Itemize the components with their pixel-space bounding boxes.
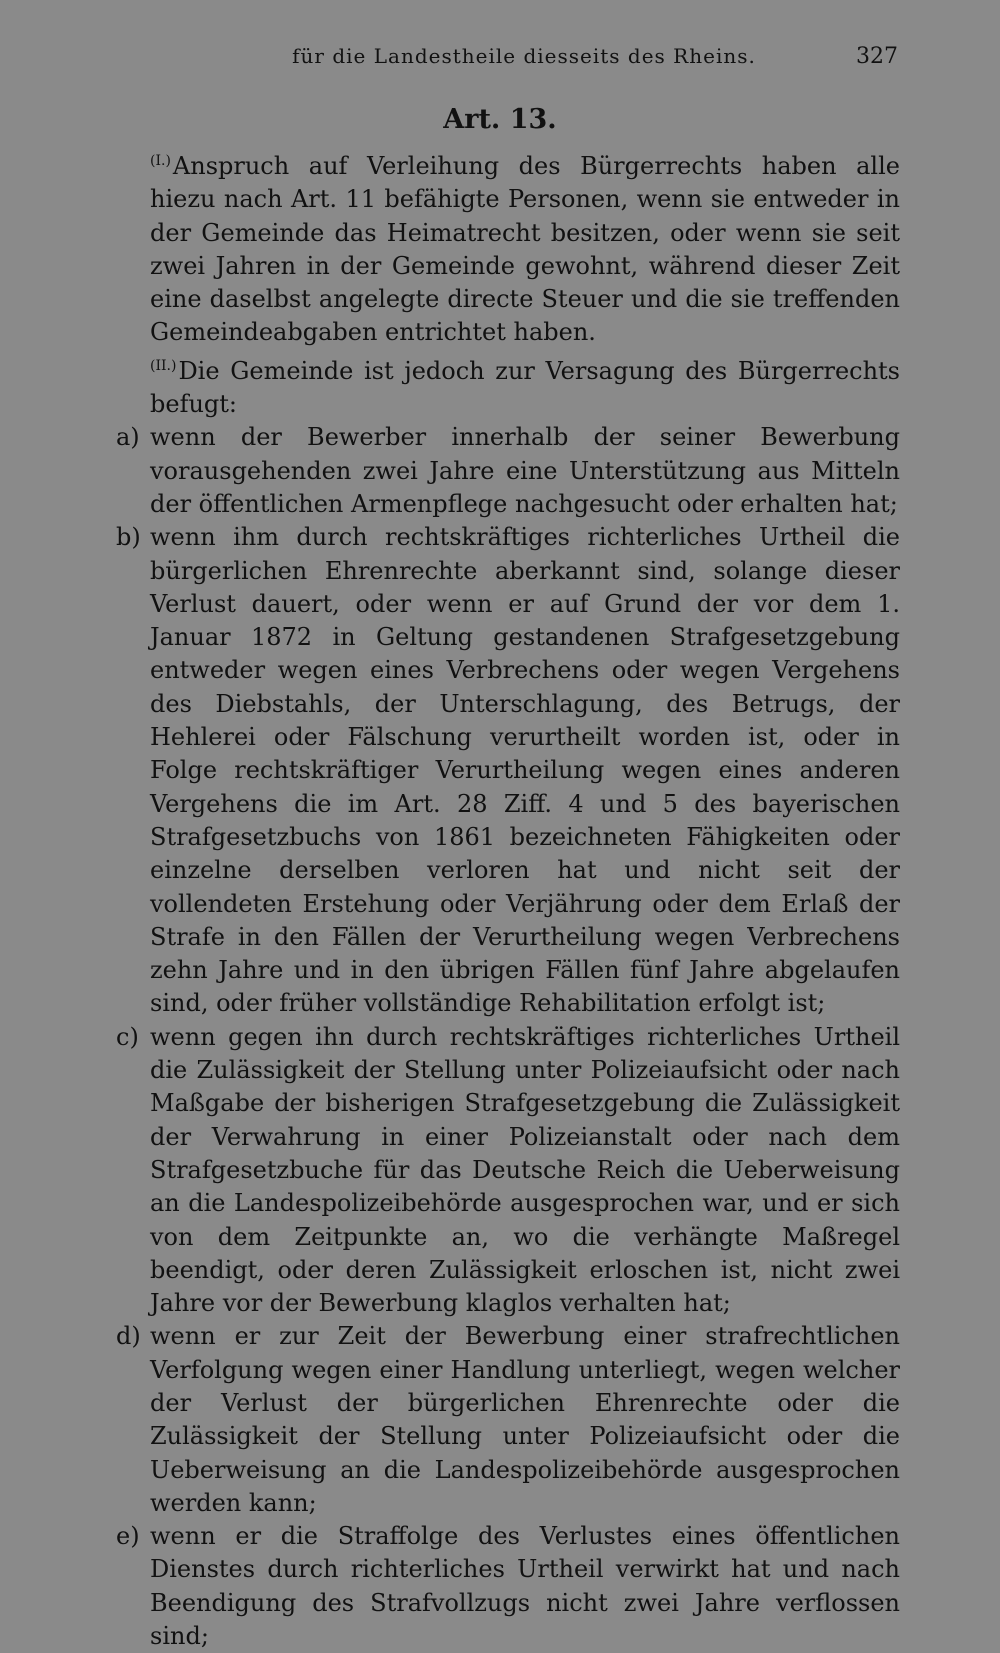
page-header (150, 44, 898, 78)
item-list (116, 421, 900, 1653)
list-item (116, 421, 900, 521)
list-item (116, 1320, 900, 1520)
item-text: wenn der Bewerber innerhalb der seiner Bewerbung vorausgehenden zwei Jahre eine Unterstützung aus Mitteln der öffentlichen Armenpflege nachgesucht oder erhalten hat; (150, 423, 900, 518)
item-label: a) (116, 423, 140, 452)
paragraph-1-text: Anspruch auf Verleihung des Bürgerrechts haben alle hiezu nach Art. 11 befähigte Personen, wenn sie entweder in der Gemeinde das Heimatrecht besitzen, oder wenn sie seit zwei Jahren in der Gemeinde gewohnt, während dieser Zeit eine daselbst angelegte directe Steuer und die sie treffenden Gemeindeabgaben entrichtet haben. (150, 152, 900, 347)
item-text: wenn er zur Zeit der Bewerbung einer strafrechtlichen Verfolgung wegen einer Handlung unterliegt, wegen welcher der Verlust der bürgerlichen Ehrenrechte oder die Zulässigkeit der Stellung unter Polizeiaufsicht oder die Ueberweisung an die Landespolizeibehörde ausgesprochen werden kann; (150, 1322, 900, 1517)
item-label: b) (116, 523, 141, 552)
list-item (116, 1021, 900, 1321)
paragraph-2-marker: (II.) (150, 357, 177, 374)
paragraph-2 (150, 350, 900, 422)
item-text: wenn gegen ihn durch rechtskräftiges richterliches Urtheil die Zulässigkeit der Stellung unter Polizeiaufsicht oder nach Maßgabe der bisherigen Strafgesetzgebung die Zulässigkeit der Verwahrung in einer Polizeianstalt oder nach dem Strafgesetzbuche für das Deutsche Reich die Ueberweisung an die Landespolizeibehörde ausgesprochen war, und er sich von dem Zeitpunkte an, wo die verhängte Maßregel beendigt, oder deren Zulässigkeit erloschen ist, nicht zwei Jahre vor der Bewerbung klaglos verhalten hat; (150, 1022, 900, 1318)
article-body (116, 145, 900, 1653)
list-item (116, 1520, 900, 1653)
list-item (116, 521, 900, 1020)
item-text: wenn ihm durch rechtskräftiges richterliches Urtheil die bürgerlichen Ehrenrechte aberkannt sind, solange dieser Verlust dauert, oder wenn er auf Grund der vor dem 1. Januar 1872 in Geltung gestandenen Strafgesetzgebung entweder wegen eines Verbrechens oder wegen Vergehens des Diebstahls, der Unterschlagung, des Betrugs, der Hehlerei oder Fälschung verurtheilt worden ist, oder in Folge rechtskräftiger Verurtheilung wegen eines anderen Vergehens die im Art. 28 Ziff. 4 und 5 des bayerischen Strafgesetzbuchs von 1861 bezeichneten Fähigkeiten oder einzelne derselben verloren hat und nicht seit der vollendeten Erstehung oder Verjährung oder dem Erlaß der Strafe in den Fällen der Verurtheilung wegen Verbrechens zehn Jahre und in den übrigen Fällen fünf Jahre abgelaufen sind, oder früher vollständige Rehabilitation erfolgt ist; (150, 523, 900, 1018)
page-number: 327 (856, 44, 898, 69)
paragraph-1 (150, 145, 900, 350)
running-head: für die Landestheile diesseits des Rheins. (292, 44, 756, 68)
item-label: d) (116, 1322, 141, 1351)
paragraph-1-marker: (I.) (150, 153, 171, 169)
item-label: e) (116, 1522, 140, 1551)
paragraph-2-text: Die Gemeinde ist jedoch zur Versagung des Bürgerrechts befugt: (150, 356, 900, 419)
item-label: c) (116, 1022, 139, 1051)
article-title: Art. 13. (443, 104, 557, 135)
item-text: wenn er die Straffolge des Verlustes eines öffentlichen Dienstes durch richterliches Urtheil verwirkt hat und nach Beendigung des Strafvollzugs nicht zwei Jahre verflossen sind; (150, 1522, 900, 1651)
